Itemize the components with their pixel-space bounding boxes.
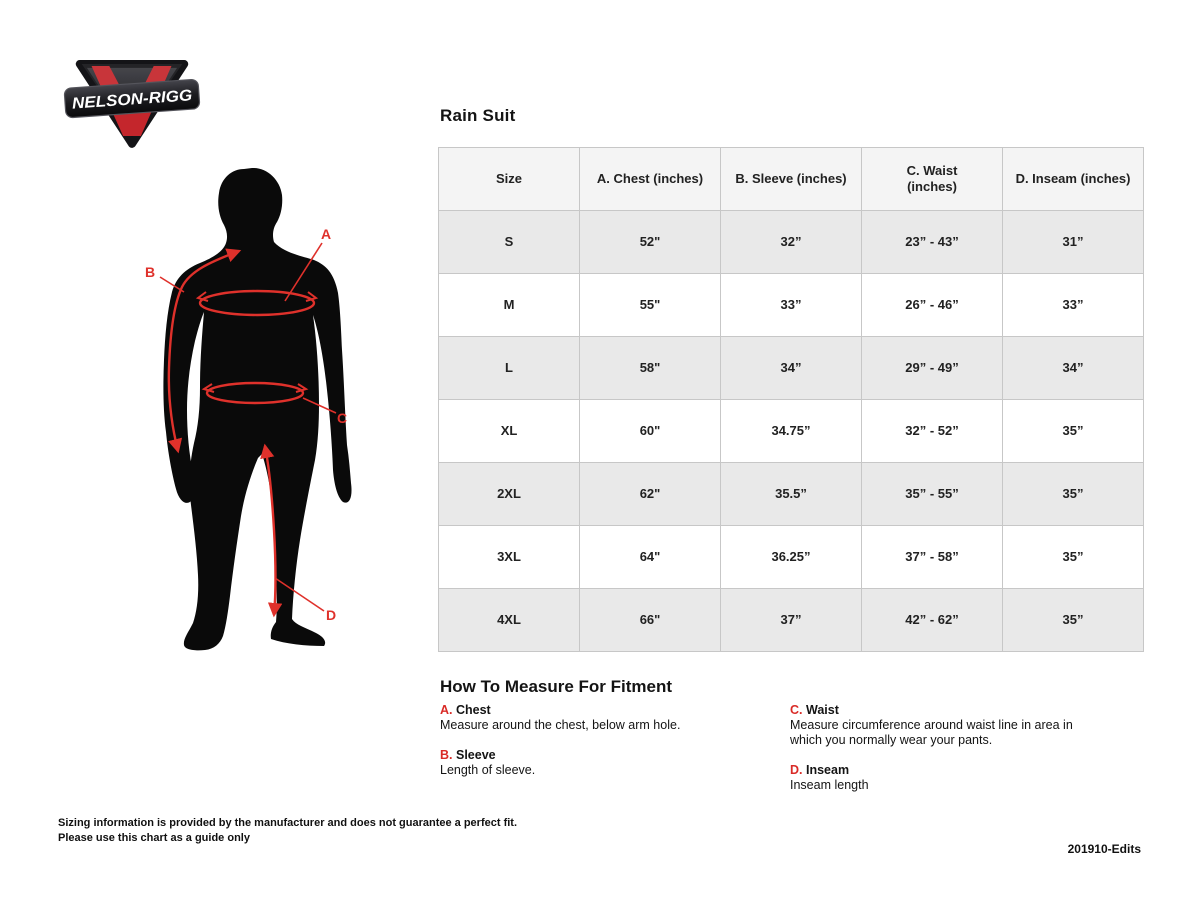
measure-item-description: Inseam length	[790, 778, 869, 792]
size-cell: 4XL	[439, 589, 580, 652]
chest-cell: 52"	[580, 211, 721, 274]
measure-item-title	[790, 703, 1090, 718]
column-header-inseam: D. Inseam (inches)	[1003, 148, 1144, 211]
body-figure	[140, 165, 400, 665]
doc-ref: 201910-Edits	[1067, 842, 1141, 856]
measure-item-name: Sleeve	[455, 748, 496, 762]
size-cell: S	[439, 211, 580, 274]
measure-item-name: Inseam	[805, 763, 850, 777]
table-row-l	[439, 337, 1144, 400]
inseam-cell: 35”	[1003, 589, 1144, 652]
measure-item-title	[790, 763, 1090, 778]
waist-cell: 23” - 43”	[862, 211, 1003, 274]
inseam-cell: 31”	[1003, 211, 1144, 274]
table-row-4xl	[439, 589, 1144, 652]
measure-guide-heading: How To Measure For Fitment	[440, 677, 673, 696]
size-cell: M	[439, 274, 580, 337]
page-title: Rain Suit	[440, 106, 516, 125]
sleeve-cell: 35.5”	[721, 463, 862, 526]
size-chart-table	[438, 147, 1144, 652]
measure-item-description: Length of sleeve.	[440, 763, 536, 777]
measure-item-title	[440, 748, 770, 763]
inseam-cell: 34”	[1003, 337, 1144, 400]
footer-disclaimer	[58, 816, 517, 845]
chest-cell: 62"	[580, 463, 721, 526]
brand-logo	[58, 48, 206, 152]
footer-disclaimer-line2: Please use this chart as a guide only	[58, 831, 250, 844]
sleeve-cell: 33”	[721, 274, 862, 337]
footer-disclaimer-line1: Sizing information is provided by the manufacturer and does not guarantee a perfect fit.	[58, 817, 518, 829]
column-header-waist	[862, 148, 1003, 211]
table-row-xl	[439, 400, 1144, 463]
measure-guide-left-column	[440, 703, 770, 793]
measure-guide-right-column	[790, 703, 1090, 808]
label-b: B	[145, 264, 156, 280]
measure-item-letter: B.	[440, 748, 453, 762]
measure-item-name: Chest	[455, 703, 491, 717]
sleeve-cell: 36.25”	[721, 526, 862, 589]
column-header-size: Size	[439, 148, 580, 211]
chest-cell: 66"	[580, 589, 721, 652]
inseam-cell: 35”	[1003, 400, 1144, 463]
sleeve-cell: 32”	[721, 211, 862, 274]
logo-banner	[64, 79, 200, 118]
inseam-cell: 35”	[1003, 463, 1144, 526]
waist-cell: 29” - 49”	[862, 337, 1003, 400]
waist-cell: 32” - 52”	[862, 400, 1003, 463]
chest-cell: 64"	[580, 526, 721, 589]
column-header-chest: A. Chest (inches)	[580, 148, 721, 211]
waist-cell: 37” - 58”	[862, 526, 1003, 589]
measure-item-letter: A.	[440, 703, 453, 717]
measure-item-waist	[790, 703, 1090, 748]
column-header-sleeve: B. Sleeve (inches)	[721, 148, 862, 211]
measure-item-inseam	[790, 763, 1090, 793]
label-d: D	[326, 607, 337, 623]
table-header-row	[439, 148, 1144, 211]
size-cell: XL	[439, 400, 580, 463]
chest-cell: 60"	[580, 400, 721, 463]
measure-item-chest	[440, 703, 770, 733]
label-c: C	[337, 410, 348, 426]
sleeve-cell: 34.75”	[721, 400, 862, 463]
waist-cell: 35” - 55”	[862, 463, 1003, 526]
chest-cell: 55"	[580, 274, 721, 337]
column-header-waist-line1: C. Waist	[906, 163, 958, 178]
sleeve-cell: 37”	[721, 589, 862, 652]
label-a: A	[321, 226, 332, 242]
measure-item-name: Waist	[805, 703, 839, 717]
table-row-m	[439, 274, 1144, 337]
inseam-cell: 35”	[1003, 526, 1144, 589]
size-cell: L	[439, 337, 580, 400]
size-cell: 3XL	[439, 526, 580, 589]
measure-item-description: Measure around the chest, below arm hole.	[440, 718, 681, 732]
chest-cell: 58"	[580, 337, 721, 400]
table-row-3xl	[439, 526, 1144, 589]
measure-item-letter: C.	[790, 703, 803, 717]
logo-brand-text: NELSON-RIGG	[71, 87, 184, 113]
table-row-2xl	[439, 463, 1144, 526]
inseam-cell: 33”	[1003, 274, 1144, 337]
waist-cell: 42” - 62”	[862, 589, 1003, 652]
size-cell: 2XL	[439, 463, 580, 526]
measure-item-sleeve	[440, 748, 770, 778]
measure-item-description: Measure circumference around waist line in area in which you normally wear your pants.	[790, 718, 1073, 747]
waist-cell: 26” - 46”	[862, 274, 1003, 337]
table-row-s	[439, 211, 1144, 274]
measure-item-letter: D.	[790, 763, 803, 777]
column-header-waist-line2: (inches)	[907, 179, 957, 194]
measure-item-title	[440, 703, 770, 718]
sleeve-cell: 34”	[721, 337, 862, 400]
